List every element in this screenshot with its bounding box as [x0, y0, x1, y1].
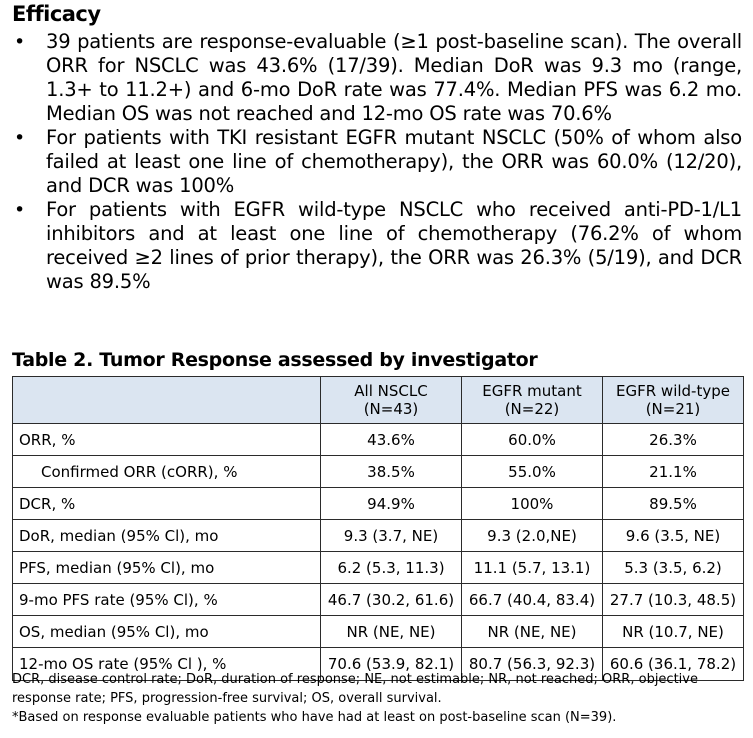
column-name: EGFR mutant: [482, 382, 582, 400]
table-row: [13, 520, 744, 552]
cell-egfr-wild-type: NR (10.7, NE): [603, 616, 744, 648]
table-row: [13, 616, 744, 648]
cell-egfr-wild-type: 21.1%: [603, 456, 744, 488]
asterisk-footnote: *Based on response evaluable patients who have had at least on post-baseline scan (N=39).: [12, 710, 617, 725]
column-n: (N=21): [645, 400, 701, 418]
row-label: 9-mo PFS rate (95% Cl), %: [13, 584, 321, 616]
cell-all-nsclc: 43.6%: [321, 424, 462, 456]
table-header-row: [13, 377, 744, 424]
bullet-text: For patients with EGFR wild-type NSCLC who received anti-PD-1/L1 inhibitors and at least one line of chemotherapy (76.2% of whom received ≥2 lines of prior therapy), the ORR was 26.3% (5/19), and DCR was 89.5%: [46, 198, 742, 293]
cell-all-nsclc: 70.6 (53.9, 82.1): [321, 648, 462, 681]
header-corner-cell: [13, 377, 321, 424]
cell-all-nsclc: 9.3 (3.7, NE): [321, 520, 462, 552]
table-row: [13, 488, 744, 520]
table-footnotes: [12, 670, 742, 727]
row-label: Confirmed ORR (cORR), %: [13, 456, 321, 488]
cell-all-nsclc: 38.5%: [321, 456, 462, 488]
bullet-item: [12, 126, 742, 198]
row-label: PFS, median (95% Cl), mo: [13, 552, 321, 584]
efficacy-bullet-list: [12, 30, 742, 294]
cell-egfr-mutant: NR (NE, NE): [462, 616, 603, 648]
cell-all-nsclc: 94.9%: [321, 488, 462, 520]
bullet-text: 39 patients are response-evaluable (≥1 post-baseline scan). The overall ORR for NSCLC was 43.6% (17/39). Median DoR was 9.3 mo (range, 1.3+ to 11.2+) and 6-mo DoR rate was 77.4%. Median PFS was 6.2 mo. Median OS was not reached and 12-mo OS rate was 70.6%: [46, 30, 742, 125]
bullet-dot-icon: •: [14, 199, 26, 221]
column-n: (N=43): [363, 400, 419, 418]
bullet-text: For patients with TKI resistant EGFR mutant NSCLC (50% of whom also failed at least one line of chemotherapy), the ORR was 60.0% (12/20), and DCR was 100%: [46, 126, 742, 197]
table-title: Table 2. Tumor Response assessed by investigator: [12, 349, 538, 371]
cell-egfr-wild-type: 9.6 (3.5, NE): [603, 520, 744, 552]
cell-egfr-mutant: 9.3 (2.0,NE): [462, 520, 603, 552]
row-label: DoR, median (95% Cl), mo: [13, 520, 321, 552]
tumor-response-table: [12, 376, 744, 681]
cell-egfr-wild-type: 89.5%: [603, 488, 744, 520]
cell-egfr-wild-type: 27.7 (10.3, 48.5): [603, 584, 744, 616]
abbreviations-footnote: DCR, disease control rate; DoR, duration of response; NE, not estimable; NR, not reached; ORR, objective response rate; PFS, progression-free survival; OS, overall survival.: [12, 672, 698, 706]
bullet-dot-icon: •: [14, 127, 26, 149]
table-row: [13, 584, 744, 616]
row-label: DCR, %: [13, 488, 321, 520]
cell-egfr-mutant: 100%: [462, 488, 603, 520]
bullet-dot-icon: •: [14, 31, 26, 53]
cell-egfr-mutant: 60.0%: [462, 424, 603, 456]
column-n: (N=22): [504, 400, 560, 418]
cell-all-nsclc: NR (NE, NE): [321, 616, 462, 648]
cell-egfr-wild-type: 5.3 (3.5, 6.2): [603, 552, 744, 584]
cell-all-nsclc: 6.2 (5.3, 11.3): [321, 552, 462, 584]
column-name: EGFR wild-type: [616, 382, 730, 400]
column-header-egfr-wild-type: [603, 377, 744, 424]
cell-egfr-mutant: 11.1 (5.7, 13.1): [462, 552, 603, 584]
table-row: [13, 424, 744, 456]
table-row: [13, 552, 744, 584]
row-label: OS, median (95% Cl), mo: [13, 616, 321, 648]
cell-egfr-mutant: 66.7 (40.4, 83.4): [462, 584, 603, 616]
cell-egfr-wild-type: 60.6 (36.1, 78.2): [603, 648, 744, 681]
bullet-item: [12, 30, 742, 126]
cell-all-nsclc: 46.7 (30.2, 61.6): [321, 584, 462, 616]
row-label: ORR, %: [13, 424, 321, 456]
cell-egfr-wild-type: 26.3%: [603, 424, 744, 456]
column-name: All NSCLC: [354, 382, 428, 400]
column-header-all-nsclc: [321, 377, 462, 424]
table-row: [13, 456, 744, 488]
bullet-item: [12, 198, 742, 294]
section-heading: Efficacy: [12, 2, 101, 26]
cell-egfr-mutant: 55.0%: [462, 456, 603, 488]
row-label: 12-mo OS rate (95% Cl ), %: [13, 648, 321, 681]
column-header-egfr-mutant: [462, 377, 603, 424]
cell-egfr-mutant: 80.7 (56.3, 92.3): [462, 648, 603, 681]
